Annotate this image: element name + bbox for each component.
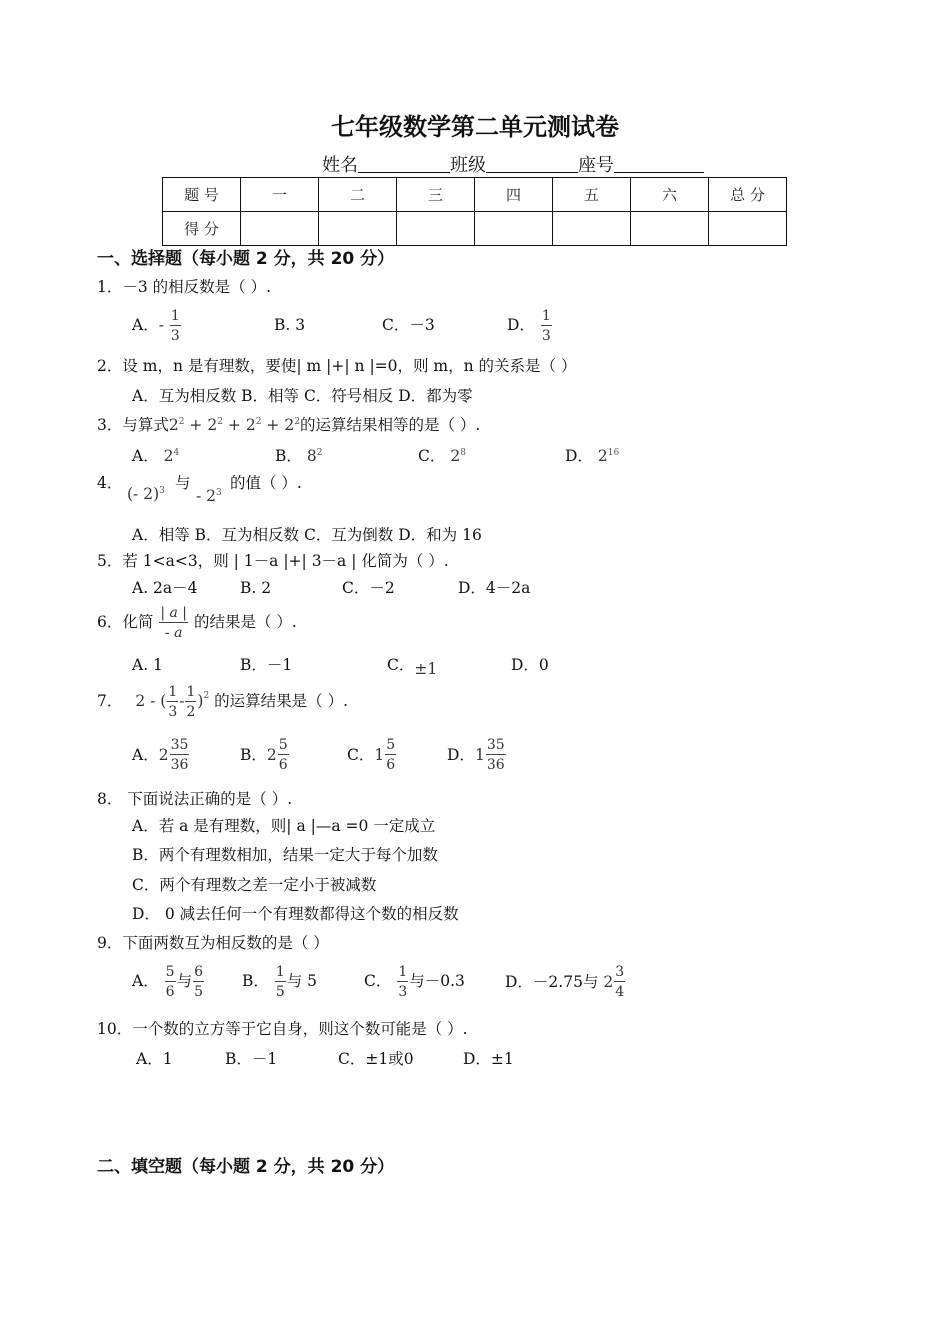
seat-label: 座号 [578, 155, 614, 176]
q10-option-c: C．±1或0 [338, 1050, 414, 1068]
score-table-score-row [163, 212, 787, 246]
score-header-cell: 六 [631, 178, 709, 212]
q9-stem: 9．下面两数互为相反数的是（ ） [97, 934, 329, 952]
score-table [162, 177, 787, 246]
q7-mixed-number: 1 $\frac{35}{36}$ [474, 737, 505, 773]
q8-option-c: C．两个有理数之差一定小于被减数 [132, 876, 377, 894]
q1-option-d: D． $\frac{1}{3}$ [507, 308, 551, 344]
q9-option-c: C． $\frac{1}{3}$ 与－0.3 [364, 964, 465, 1000]
q7-option-c: C． 1 $\frac{5}{6}$ [347, 737, 396, 773]
q9-option-d: D．－2.75与 2 $\frac{3}{4}$ [505, 964, 625, 1000]
q3-stem: 3．与算式$2^2 + 2^2 + 2^2 + 2^2$的运算结果相等的是（ ）. [97, 416, 481, 435]
q8-option-a: A．若 a 是有理数，则| a |—a =0 一定成立 [132, 817, 436, 835]
q8-option-d: D． 0 减去任何一个有理数都得这个数的相反数 [132, 905, 459, 923]
q7-option-d: D． 1 $\frac{35}{36}$ [447, 737, 505, 773]
q6-option-d: D．0 [511, 656, 549, 674]
score-cell [241, 212, 319, 246]
q5-stem: 5．若 1<a<3，则 | 1－a |+| 3－a | 化简为（ ）. [97, 552, 449, 570]
q3-option-c: C． $2^8$ [418, 447, 466, 466]
q7-mixed-number: 2 $\frac{5}{6}$ [266, 737, 288, 773]
q1-option-c: C．－3 [382, 316, 435, 334]
score-header-cell: 题 号 [163, 178, 241, 212]
score-cell [709, 212, 787, 246]
q4-suffix: 的值（ ）. [230, 474, 302, 492]
q10-option-d: D．±1 [463, 1050, 514, 1068]
q1-fraction: $\frac{1}{3}$ [541, 308, 551, 344]
score-cell [631, 212, 709, 246]
q4-expr-1: (- 2)$^3$ [127, 485, 165, 504]
score-cell [397, 212, 475, 246]
q7-mixed-number: 1 $\frac{5}{6}$ [374, 737, 396, 773]
q9-fraction: $\frac{5}{6}$ [165, 964, 175, 1000]
q5-option-d: D．4－2a [458, 579, 531, 597]
q8-option-b: B．两个有理数相加，结果一定大于每个加数 [132, 846, 438, 864]
score-header-cell: 一 [241, 178, 319, 212]
score-header-cell: 四 [475, 178, 553, 212]
q7-fraction: $\frac{1}{2}$ [186, 684, 196, 720]
class-blank [486, 155, 578, 173]
name-blank [358, 155, 450, 173]
q4-expr-2: - $2^3$ [196, 487, 222, 506]
q7-mixed-number: 2 $\frac{35}{36}$ [158, 737, 189, 773]
q6-option-a: A. 1 [132, 656, 163, 674]
score-header-cell: 二 [319, 178, 397, 212]
student-info-line [322, 155, 704, 175]
q2-options: A．互为相反数 B．相等 C．符号相反 D．都为零 [132, 387, 473, 405]
q9-fraction: $\frac{6}{5}$ [194, 964, 203, 1000]
q6-stem: 6．化简 $\frac{| a |}{- a}$ 的结果是（ ）. [97, 605, 297, 641]
q2-stem: 2．设 m，n 是有理数，要使| m |+| n |=0，则 m，n 的关系是（ ） [97, 357, 577, 375]
name-label: 姓名 [322, 155, 358, 176]
q1-stem: 1．－3 的相反数是（ ）. [97, 278, 272, 296]
q7-option-b: B． 2 $\frac{5}{6}$ [240, 737, 288, 773]
class-label: 班级 [450, 155, 486, 176]
q9-fraction: $\frac{1}{3}$ [398, 964, 408, 1000]
score-cell [319, 212, 397, 246]
q4-number: 4． [97, 474, 123, 492]
section-fill-heading: 二、填空题（每小题 2 分，共 20 分） [97, 1157, 395, 1177]
score-cell [475, 212, 553, 246]
score-header-cell: 总 分 [709, 178, 787, 212]
q1-option-a: A．- $\frac{1}{3}$ [132, 308, 180, 344]
q9-option-b: B． $\frac{1}{5}$ 与 5 [242, 964, 318, 1000]
q9-option-a: A． $\frac{5}{6}$ 与 $\frac{6}{5}$ [132, 964, 203, 1000]
q10-option-b: B．－1 [225, 1050, 278, 1068]
q4-mid: 与 [175, 474, 191, 492]
q5-option-b: B. 2 [240, 579, 272, 597]
score-header-cell: 五 [553, 178, 631, 212]
page-title: 七年级数学第二单元测试卷 [331, 113, 619, 141]
q5-option-a: A. 2a－4 [132, 579, 198, 597]
q5-option-c: C．－2 [342, 579, 395, 597]
q7-stem: 7． 2 - ( $\frac{1}{3}$ - $\frac{1}{2}$ )$^2$ 的运算结果是（ ）. [97, 684, 348, 720]
q10-stem: 10．一个数的立方等于它自身，则这个数可能是（ ）. [97, 1020, 468, 1038]
score-header-cell: 三 [397, 178, 475, 212]
section-choice-heading: 一、选择题（每小题 2 分，共 20 分） [97, 249, 395, 269]
q6-option-c: C．±1 [387, 656, 438, 678]
q1-option-b: B. 3 [274, 316, 306, 334]
q7-option-a: A． 2 $\frac{35}{36}$ [132, 737, 189, 773]
score-table-header-row [163, 178, 787, 212]
score-row-label: 得 分 [163, 212, 241, 246]
q8-stem: 8． 下面说法正确的是（ ）. [97, 790, 293, 808]
q7-fraction: $\frac{1}{3}$ [168, 684, 178, 720]
q6-fraction: $\frac{| a |}{- a}$ [160, 605, 187, 641]
score-cell [553, 212, 631, 246]
q3-option-d: D． $2^{16}$ [565, 447, 620, 466]
q3-option-b: B． $8^2$ [275, 447, 323, 466]
q1-fraction: $\frac{1}{3}$ [170, 308, 180, 344]
q9-fraction: $\frac{1}{5}$ [275, 964, 285, 1000]
q3-option-a: A． $2^4$ [132, 447, 180, 466]
seat-blank [614, 155, 704, 173]
q10-option-a: A．1 [136, 1050, 173, 1068]
q6-option-b: B．－1 [240, 656, 293, 674]
q9-mixed-number: 2 $\frac{3}{4}$ [603, 964, 625, 1000]
q4-options: A．相等 B．互为相反数 C．互为倒数 D．和为 16 [132, 526, 482, 544]
